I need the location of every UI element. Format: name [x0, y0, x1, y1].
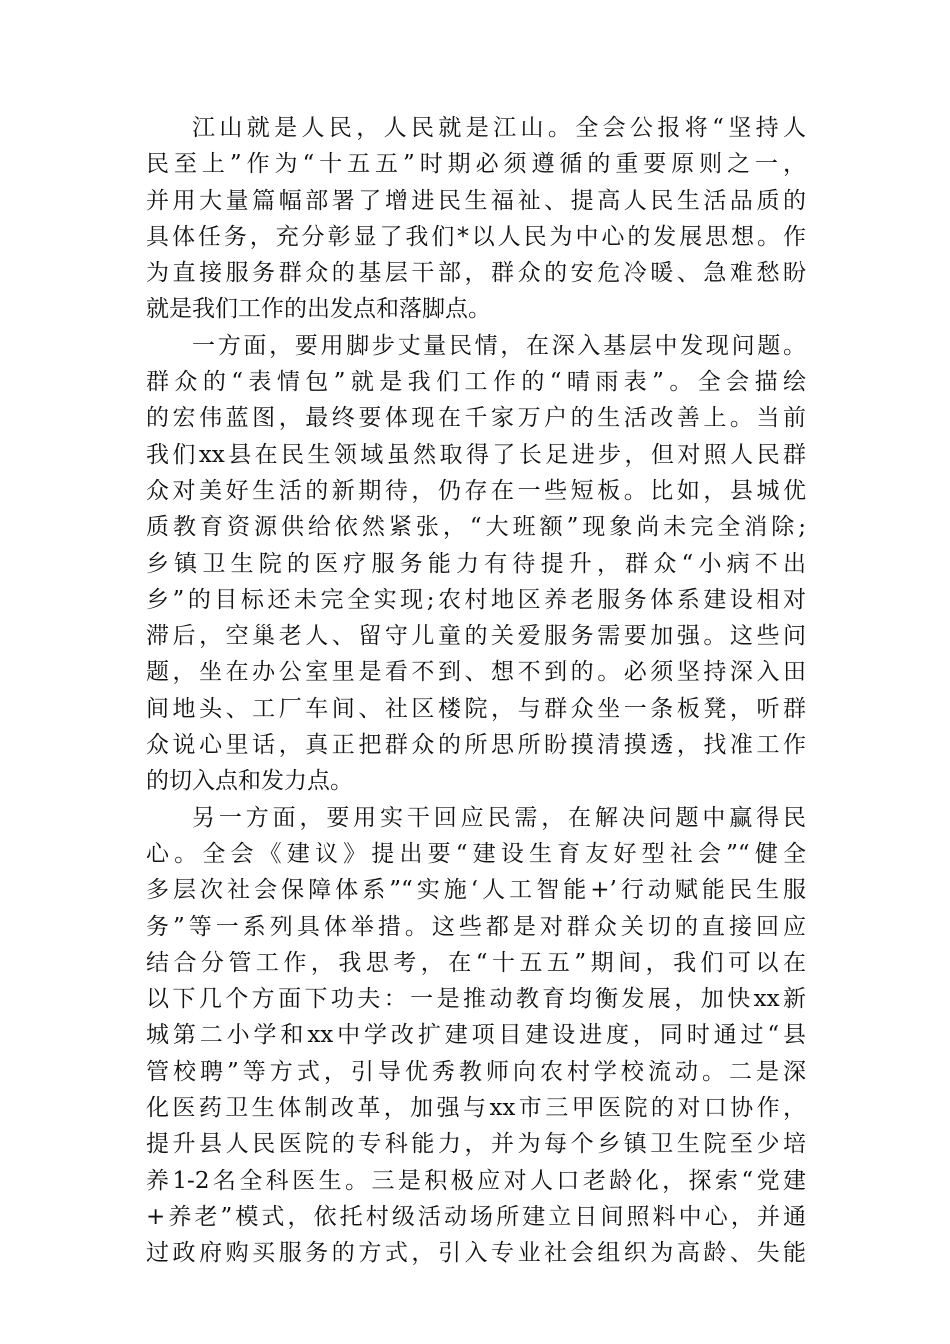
text-line: 江山就是人民，人民就是江山。全会公报将“坚持人 [192, 115, 806, 141]
text-line: 过政府购买服务的方式，引入专业社会组织为高龄、失能 [146, 1240, 806, 1267]
text-line: 质教育资源供给依然紧张，“大班额”现象尚未完全消除; [146, 514, 806, 541]
text-line: 的切入点和发力点。 [146, 768, 353, 795]
paragraph-2 [146, 328, 806, 800]
text-line: 我们xx县在民生领域虽然取得了长足进步，但对照人民群 [146, 441, 806, 468]
text-line: 以下几个方面下功夫：一是推动教育均衡发展，加快xx新 [146, 986, 806, 1013]
text-line: 就是我们工作的出发点和落脚点。 [146, 296, 491, 323]
text-line: 心。全会《建议》提出要“建设生育友好型社会”“健全 [146, 840, 806, 867]
text-line: 滞后，空巢老人、留守儿童的关爱服务需要加强。这些问 [146, 623, 806, 650]
text-line: +养老”模式，依托村级活动场所建立日间照料中心，并通 [146, 1203, 806, 1230]
text-line: 另一方面，要用实干回应民需，在解决问题中赢得民 [192, 804, 806, 831]
text-line: 多层次社会保障体系”“实施‘人工智能+’行动赋能民生服 [146, 877, 806, 904]
text-line: 题，坐在办公室里是看不到、想不到的。必须坚持深入田 [146, 659, 806, 686]
text-line: 为直接服务群众的基层干部，群众的安危冷暖、急难愁盼 [146, 260, 806, 287]
text-line: 的宏伟蓝图，最终要体现在千家万户的生活改善上。当前 [146, 405, 806, 432]
text-line: 众对美好生活的新期待，仍存在一些短板。比如，县城优 [146, 477, 806, 504]
text-line: 城第二小学和xx中学改扩建项目建设进度，同时通过“县 [146, 1022, 806, 1049]
text-line: 养1-2名全科医生。三是积极应对人口老龄化，探索“党建 [146, 1167, 806, 1194]
paragraph-3 [146, 800, 806, 1272]
text-line: 具体任务，充分彰显了我们*以人民为中心的发展思想。作 [146, 223, 806, 250]
text-line: 间地头、工厂车间、社区楼院，与群众坐一条板凳，听群 [146, 695, 806, 722]
text-line: 结合分管工作，我思考，在“十五五”期间，我们可以在 [146, 949, 806, 976]
text-line: 并用大量篇幅部署了增进民生福祉、提高人民生活品质的 [146, 187, 806, 214]
text-line: 乡镇卫生院的医疗服务能力有待提升，群众“小病不出 [146, 550, 806, 577]
paragraph-1 [146, 110, 806, 328]
text-line: 务”等一系列具体举措。这些都是对群众关切的直接回应 [146, 913, 806, 940]
text-line: 众说心里话，真正把群众的所思所盼摸清摸透，找准工作 [146, 732, 806, 759]
text-line: 群众的“表情包”就是我们工作的“晴雨表”。全会描绘 [146, 369, 806, 396]
document-body [146, 110, 806, 1272]
text-line: 乡”的目标还未完全实现;农村地区养老服务体系建设相对 [146, 586, 806, 613]
text-line: 化医药卫生体制改革，加强与xx市三甲医院的对口协作， [146, 1095, 806, 1122]
text-line: 提升县人民医院的专科能力，并为每个乡镇卫生院至少培 [146, 1131, 806, 1158]
text-line: 管校聘”等方式，引导优秀教师向农村学校流动。二是深 [146, 1058, 806, 1085]
text-line: 民至上”作为“十五五”时期必须遵循的重要原则之一， [146, 151, 806, 178]
text-line: 一方面，要用脚步丈量民情，在深入基层中发现问题。 [192, 332, 806, 359]
